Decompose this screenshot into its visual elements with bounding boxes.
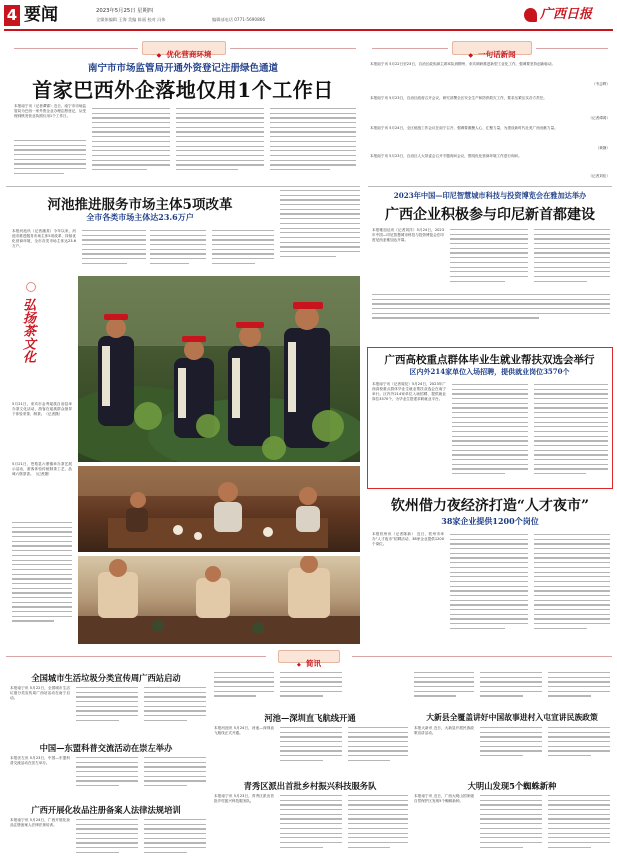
quote-item xyxy=(370,126,610,152)
section-name: 要闻 xyxy=(24,5,58,25)
quote-item xyxy=(370,154,610,180)
logo-text: 广西日报 xyxy=(540,7,593,22)
expo-body xyxy=(450,229,528,293)
quote-text: 本报南宁讯 5月22日至23日，自治区政协副主席率队到柳州、来宾调研推进新型工业化工作，强调要坚持创新驱动。 xyxy=(370,62,556,66)
hechi-body-3 xyxy=(212,230,274,272)
brief-body xyxy=(480,795,542,861)
brief-body xyxy=(144,687,206,733)
editor-info: 全媒体编辑 王海 美编 陈丽 校对 冯伟 xyxy=(96,17,166,22)
tea-photo-third[interactable] xyxy=(78,556,360,644)
quotes-label: 一句话新闻 xyxy=(478,50,516,59)
top-feature-band xyxy=(6,41,360,57)
tea-caption2-text: 5月21日，苍梧县六堡镇举办茶艺展示活动，游客体验传统制茶工艺，品味六堡茶香。 xyxy=(12,462,72,476)
logo[interactable] xyxy=(524,7,612,25)
quote-text: 本报南宁讯 5月23日，自治区政府召开会议，研究部署全区安全生产和防汛救灾工作，要求压紧压实各方责任。 xyxy=(370,96,547,100)
top-feature-body xyxy=(14,140,86,182)
brief-lede: 本报南宁讯 5月24日，广西开展化妆品注册备案人法律法规培训。 xyxy=(10,818,70,827)
brief-center-body xyxy=(214,672,274,708)
job-fair-box xyxy=(367,347,613,489)
briefs-label: 简讯 xyxy=(305,659,321,668)
quote-byline: （记者谭鸿） xyxy=(588,116,610,120)
tea-photo-main-drawing xyxy=(78,276,360,462)
quote-item xyxy=(370,62,610,90)
job-fair-body-2 xyxy=(534,384,608,486)
tea-photo-third-drawing xyxy=(78,556,360,644)
brief-body xyxy=(144,819,206,863)
tea-vertical-title: 弘扬茶文化 xyxy=(20,298,35,363)
band-rule-right xyxy=(230,48,356,49)
hechi-subhead: 全市各类市场主体达23.6万户 xyxy=(86,212,194,222)
hechi-lede: 本报河池讯（记者潘其）今年以来，河池市推进服务市场主体5项改革，持续优化营商环境，全市各类市场主体达23.6万户。 xyxy=(12,229,76,248)
brief-lede: 本报南宁讯 近日，广西大明山国家级自然保护区发现5个蜘蛛新种。 xyxy=(414,794,474,803)
quotes-label-box xyxy=(452,41,532,59)
brief-body xyxy=(76,819,138,863)
tea-photo-secondary[interactable] xyxy=(78,466,360,552)
briefs-label-box xyxy=(278,650,340,668)
brief-headline[interactable]: 青秀区派出首批乡村振兴科技服务队 xyxy=(243,781,377,791)
band-rule-left xyxy=(14,48,138,49)
brief-lede: 本报崇左讯 5月23日，中国—东盟科普交流活动在崇左举办。 xyxy=(10,756,70,765)
expo-body-2 xyxy=(534,229,610,293)
brief-headline[interactable]: 大新县全覆盖讲好中国故事进村入屯宣讲民族政策 xyxy=(426,713,598,722)
brief-lede: 本报南宁讯 5月23日，青秀区派出首批乡村振兴科技服务队。 xyxy=(214,794,274,803)
tea-caption xyxy=(12,402,72,454)
date-line: 2023年5月25日 星期四 xyxy=(96,8,154,14)
brief-body xyxy=(144,757,206,797)
qinzhou-body xyxy=(450,534,528,642)
page-number: 4 xyxy=(4,5,20,26)
job-fair-lede: 本报南宁讯（记者周仪）5月24日，2023年广西高校重点群体毕业生就业帮扶双选会在南宁举行。区内外214家单位入场招聘，提供就业岗位3570个，为毕业生搭建求职就业平台。 xyxy=(372,382,446,401)
masthead-rule xyxy=(4,29,613,31)
quote-byline: （记者刘佳） xyxy=(588,174,610,178)
brief-headline[interactable]: 中国—东盟科普交流活动在崇左举办 xyxy=(39,743,173,753)
masthead xyxy=(0,0,617,32)
hechi-body-2 xyxy=(150,230,206,272)
hechi-body xyxy=(82,230,146,272)
expo-kicker: 2023年中国—印尼智慧城市科技与投资博览会在雅加达举办 xyxy=(393,191,587,200)
qinzhou-body-2 xyxy=(534,534,610,642)
brief-body xyxy=(480,727,542,769)
section-divider-1 xyxy=(6,186,360,187)
brief-body xyxy=(548,795,610,861)
quotes-rule-left xyxy=(372,48,448,49)
tea-caption-text: 5月21日，来宾市金秀瑶族自治县举办茶文化活动，游客在瑶族群众指导下体验采茶、制茶。 xyxy=(12,402,72,416)
top-feature-headline[interactable]: 首家巴西外企落地仅用1个工作日 xyxy=(32,78,334,102)
briefs-rule-right xyxy=(352,656,612,657)
briefs-rule-left xyxy=(6,656,266,657)
brief-body xyxy=(548,727,610,769)
logo-mark-icon xyxy=(524,8,537,22)
tea-body-lines xyxy=(12,522,72,640)
section-divider-2 xyxy=(368,186,612,187)
tea-photo-secondary-drawing xyxy=(78,466,360,552)
top-feature-lede: 本报南宁讯（记者谭锦）近日，南宁市市场监管局为巴西一家外资企业办理注册登记，从受理到核发营业执照仅用1个工作日。 xyxy=(14,104,86,118)
brief-body xyxy=(76,687,138,733)
qinzhou-lede: 本报钦州讯（记者陈新） 近日，钦州市举办“人才夜市”招聘活动，38家企业提供1200个岗位。 xyxy=(372,532,444,546)
diamond-icon: ◆ xyxy=(156,52,162,59)
quote-byline: （韦志辉） xyxy=(592,82,610,86)
job-fair-headline[interactable]: 广西高校重点群体毕业生就业帮扶双选会举行 xyxy=(384,354,595,366)
job-fair-body xyxy=(452,384,528,486)
briefs-diamond-icon: ◆ xyxy=(297,662,301,668)
brief-right-body xyxy=(414,672,474,708)
quote-byline: （黄静） xyxy=(595,146,610,150)
top-feature-body-2 xyxy=(92,108,170,183)
quote-diamond-icon: ◆ xyxy=(468,52,474,59)
band-label-box xyxy=(142,41,226,59)
expo-lede: 本报雅加达讯（记者刘洋）5月24日，2023年中国—印尼智慧城市科技与投资博览会在印度尼西亚雅加达开幕。 xyxy=(372,228,444,242)
tea-caption2-credit: （记者摄） xyxy=(33,471,52,476)
brief-headline[interactable]: 广西开展化妆品注册备案人法律法规培训 xyxy=(31,805,181,815)
qinzhou-headline[interactable]: 钦州借力夜经济打造“人才夜市” xyxy=(390,498,590,514)
band-label: 优化营商环境 xyxy=(166,50,212,59)
qinzhou-subhead: 38家企业提供1200个岗位 xyxy=(441,516,539,526)
contact-line: 编辑部电话 0771-5690866 xyxy=(212,17,266,22)
tea-photo-main[interactable] xyxy=(78,276,360,462)
brief-body xyxy=(348,795,408,861)
brief-right-body xyxy=(480,672,542,708)
briefs-band xyxy=(6,650,612,668)
tea-caption-2 xyxy=(12,462,72,518)
brief-headline[interactable]: 河池—深圳直飞航线开通 xyxy=(264,713,356,723)
brief-headline[interactable]: 全国城市生活垃圾分类宣传周广西站启动 xyxy=(31,673,181,683)
brief-lede: 本报大新讯 近日，大新县开展民族政策宣讲活动。 xyxy=(414,726,474,735)
job-fair-subhead: 区内外214家单位入场招聘，提供就业岗位3570个 xyxy=(409,367,570,376)
expo-body-left xyxy=(280,190,360,268)
brief-body xyxy=(348,727,408,771)
top-feature-kicker: 南宁市市场监管局开通外资登记注册绿色通道 xyxy=(87,63,278,74)
brief-lede: 本报南宁讯 5月22日，全国城市生活垃圾分类宣传周广西站活动在南宁启动。 xyxy=(10,686,70,700)
quote-item xyxy=(370,96,610,124)
top-feature-body-3 xyxy=(176,108,264,183)
brief-lede: 本报河池讯 5月24日，河池—深圳直飞航线正式开通。 xyxy=(214,726,274,735)
brief-right-body xyxy=(548,672,610,708)
quote-text: 本报南宁讯 5月23日，自治区人大常委会召开专题询问会议，围绕优化营商环境工作进行询问。 xyxy=(370,154,522,158)
brief-center-body xyxy=(280,672,342,708)
brief-headline[interactable]: 大明山发现5个蜘蛛新种 xyxy=(467,781,557,791)
tea-decor-mark xyxy=(26,282,36,292)
expo-body-3 xyxy=(372,294,610,324)
brief-body xyxy=(280,795,342,861)
quote-text: 本报南宁讯 5月24日，全区统战工作会议在南宁召开，强调要凝聚人心、汇聚力量，为建设新时代壮美广西贡献力量。 xyxy=(370,126,558,130)
quotes-band xyxy=(368,41,612,57)
top-feature-body-4 xyxy=(270,108,356,183)
tea-caption-credit: （记者摄） xyxy=(44,411,63,416)
hechi-headline[interactable]: 河池推进服务市场主体5项改革 xyxy=(47,197,233,213)
expo-headline[interactable]: 广西企业积极参与印尼新首都建设 xyxy=(385,207,595,223)
quotes-rule-right xyxy=(536,48,608,49)
brief-body xyxy=(76,757,138,797)
brief-body xyxy=(280,727,342,771)
